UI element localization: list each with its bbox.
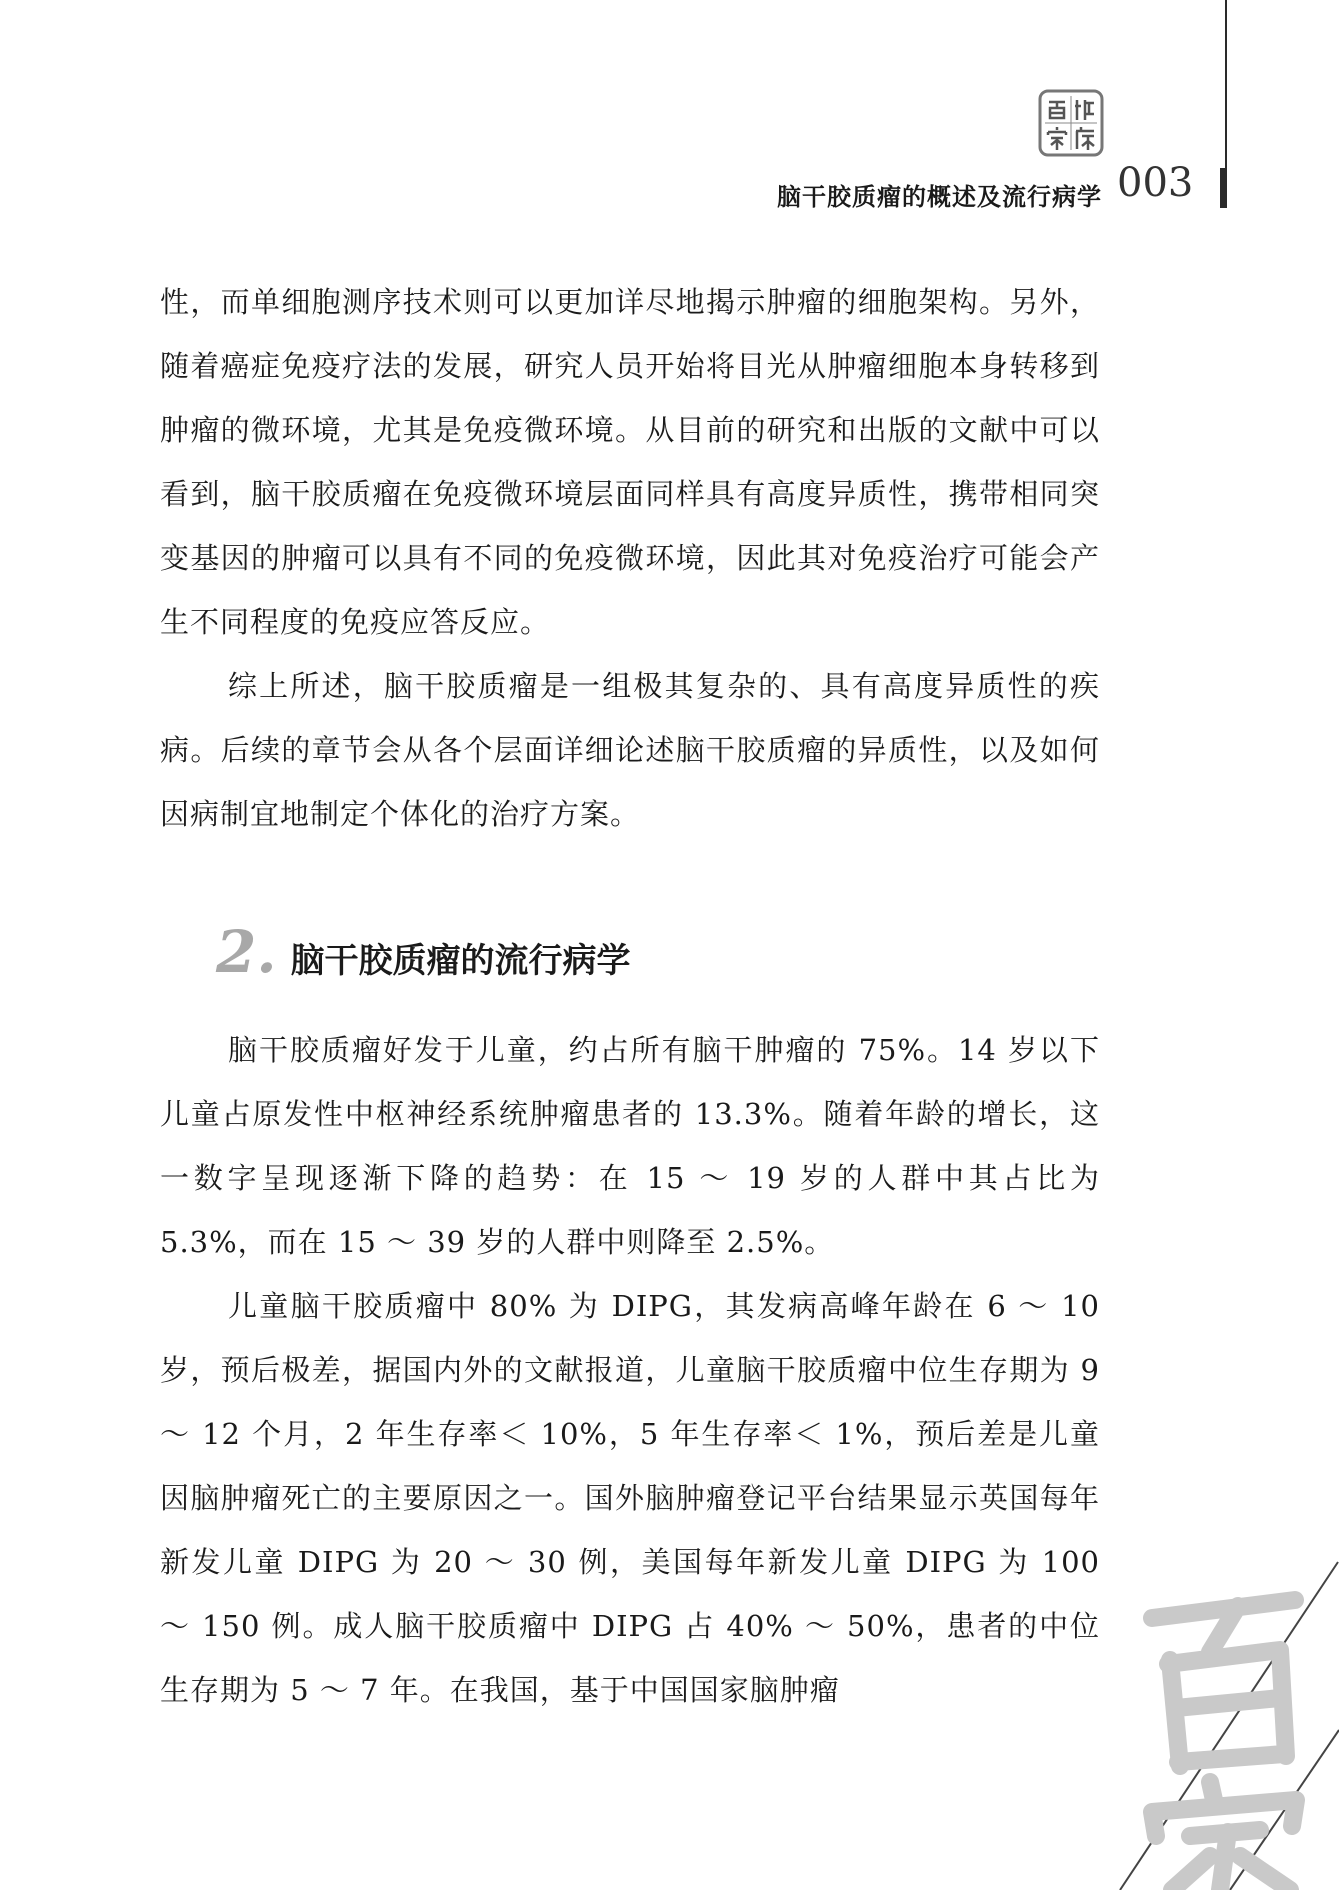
series-seal-logo xyxy=(1037,88,1105,158)
paragraph: 儿童脑干胶质瘤中 80% 为 DIPG，其发病高峰年龄在 6 ～ 10 岁，预后极差，据国内外的文献报道，儿童脑干胶质瘤中位生存期为 9 ～ 12 个月，2 年生存率＜ 10%，5 年生存率＜ 1%，预后差是儿童因脑肿瘤死亡的主要原因之一。国外脑肿瘤登记平台结果显示英国每年新发儿童 DIPG 为 20 ～ 30 例，美国每年新发儿童 DIPG 为 100 ～ 150 例。成人脑干胶质瘤中 DIPG 占 40% ～ 50%，患者的中位生存期为 5 ～ 7 年。在我国，基于中国国家脑肿瘤 xyxy=(160,1289,1100,1707)
corner-watermark-graphic xyxy=(1060,1560,1339,1890)
paragraph: 性，而单细胞测序技术则可以更加详尽地揭示肿瘤的细胞架构。另外，随着癌症免疫疗法的发展，研究人员开始将目光从肿瘤细胞本身转移到肿瘤的微环境，尤其是免疫微环境。从目前的研究和出版的文献中可以看到，脑干胶质瘤在免疫微环境层面同样具有高度异质性，携带相同突变基因的肿瘤可以具有不同的免疫微环境，因此其对免疫治疗可能会产生不同程度的免疫应答反应。 xyxy=(160,285,1100,639)
paragraph: 综上所述，脑干胶质瘤是一组极其复杂的、具有高度异质性的疾病。后续的章节会从各个层面详细论述脑干胶质瘤的异质性，以及如何因病制宜地制定个体化的治疗方案。 xyxy=(160,669,1100,831)
page-number: 003 xyxy=(1117,160,1194,206)
section-number: 2. xyxy=(216,918,277,986)
paragraph: 脑干胶质瘤好发于儿童，约占所有脑干肿瘤的 75%。14 岁以下儿童占原发性中枢神经系统肿瘤患者的 13.3%。随着年龄的增长，这一数字呈现逐渐下降的趋势：在 15 ～ 19 岁的人群中其占比为 5.3%，而在 15 ～ 39 岁的人群中则降至 2.5%。 xyxy=(160,1033,1100,1259)
page-body xyxy=(160,270,1100,1722)
margin-rule-tab xyxy=(1220,168,1227,208)
margin-rule-line xyxy=(1225,0,1227,168)
running-title: 脑干胶质瘤的概述及流行病学 xyxy=(777,183,1102,211)
section-heading xyxy=(216,918,1100,986)
section-title: 脑干胶质瘤的流行病学 xyxy=(290,941,631,981)
